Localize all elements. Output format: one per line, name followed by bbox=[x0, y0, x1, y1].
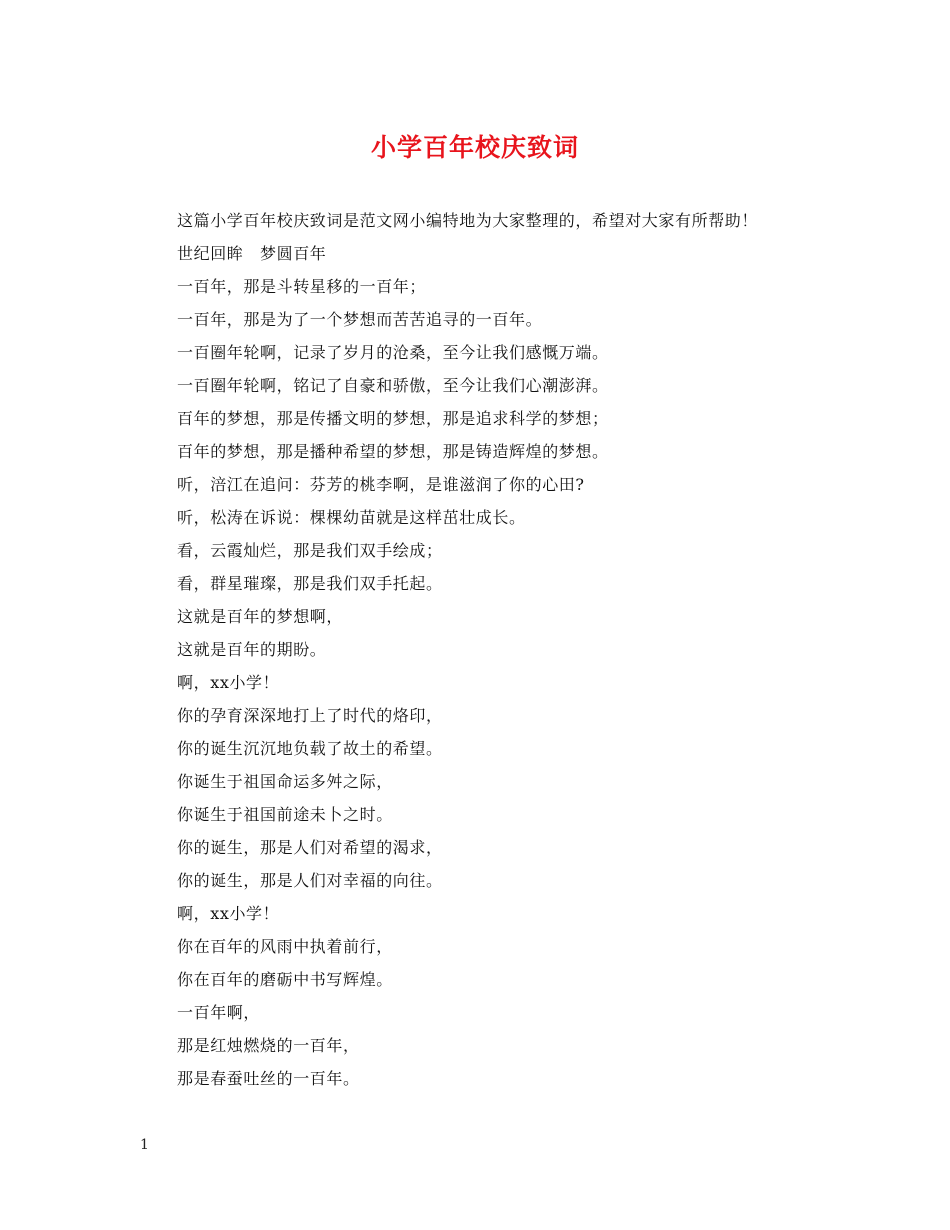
text-line: 你在百年的磨砺中书写辉煌。 bbox=[177, 970, 393, 989]
text-line: 世纪回眸 梦圆百年 bbox=[177, 244, 327, 263]
text-line: 一百圈年轮啊，铭记了自豪和骄傲，至今让我们心潮澎湃。 bbox=[177, 376, 609, 395]
text-line: 看，群星璀璨，那是我们双手托起。 bbox=[177, 574, 443, 593]
text-line: 你在百年的风雨中执着前行， bbox=[177, 937, 393, 956]
text-line: 你的孕育深深地打上了时代的烙印， bbox=[177, 706, 443, 725]
text-line: 一百年，那是斗转星移的一百年； bbox=[177, 277, 427, 296]
text-line: 一百圈年轮啊，记录了岁月的沧桑，至今让我们感慨万端。 bbox=[177, 343, 609, 362]
text-line: 听，松涛在诉说：棵棵幼苗就是这样茁壮成长。 bbox=[177, 508, 526, 527]
page-number: 1 bbox=[140, 1137, 149, 1153]
text-line: 那是春蚕吐丝的一百年。 bbox=[177, 1069, 360, 1088]
body-text bbox=[177, 204, 877, 1095]
text-line: 那是红烛燃烧的一百年， bbox=[177, 1036, 360, 1055]
text-line: 你的诞生，那是人们对希望的渴求， bbox=[177, 838, 443, 857]
text-line: 啊，xx小学！ bbox=[177, 673, 280, 692]
text-line: 这篇小学百年校庆致词是范文网小编特地为大家整理的，希望对大家有所帮助！ bbox=[177, 211, 759, 230]
text-line: 你诞生于祖国前途未卜之时。 bbox=[177, 805, 393, 824]
text-line: 一百年啊， bbox=[177, 1003, 261, 1022]
text-line: 看，云霞灿烂，那是我们双手绘成； bbox=[177, 541, 443, 560]
text-line: 这就是百年的梦想啊， bbox=[177, 607, 344, 626]
text-line: 啊，xx小学！ bbox=[177, 904, 280, 923]
text-line: 你诞生于祖国命运多舛之际， bbox=[177, 772, 393, 791]
text-line: 百年的梦想，那是播种希望的梦想，那是铸造辉煌的梦想。 bbox=[177, 442, 609, 461]
text-line: 一百年，那是为了一个梦想而苦苦追寻的一百年。 bbox=[177, 310, 543, 329]
text-line: 你的诞生沉沉地负载了故土的希望。 bbox=[177, 739, 443, 758]
text-line: 这就是百年的期盼。 bbox=[177, 640, 327, 659]
page-title: 小学百年校庆致词 bbox=[370, 133, 579, 162]
text-line: 百年的梦想，那是传播文明的梦想，那是追求科学的梦想； bbox=[177, 409, 609, 428]
text-line: 听，涪江在追问：芬芳的桃李啊，是谁滋润了你的心田? bbox=[177, 475, 585, 494]
text-line: 你的诞生，那是人们对幸福的向往。 bbox=[177, 871, 443, 890]
